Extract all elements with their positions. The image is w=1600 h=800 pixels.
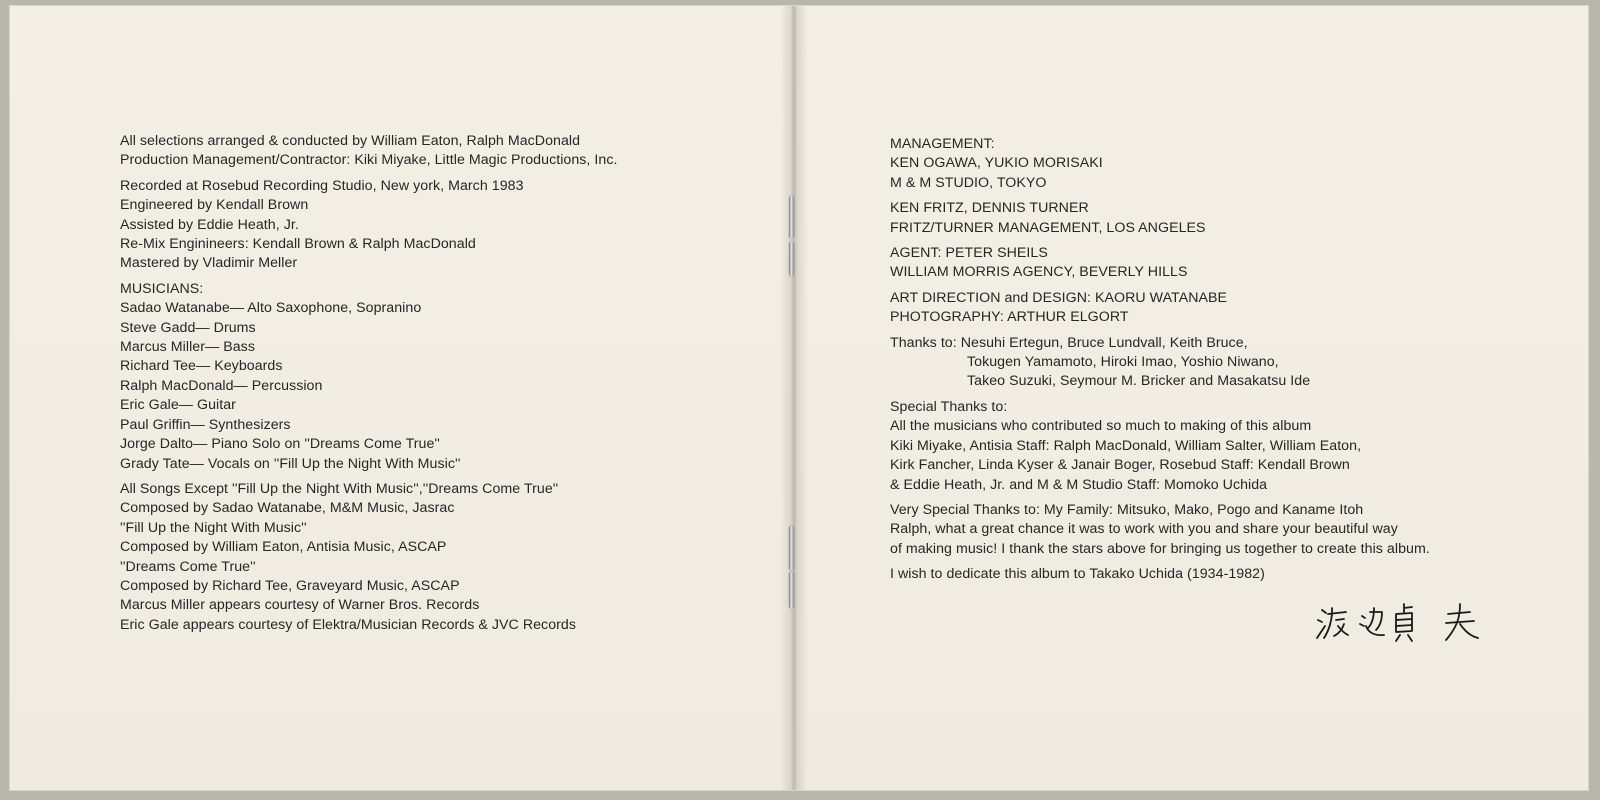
musician-line: Ralph MacDonald— Percussion — [120, 377, 323, 394]
special-thanks-line: & Eddie Heath, Jr. and M & M Studio Staff: Momoko Uchida — [890, 476, 1268, 493]
credit-line: Engineered by Kendall Brown — [120, 197, 309, 214]
dedication-line: I wish to dedicate this album to Takako Uchida (1934-1982) — [890, 566, 1265, 583]
credit-line: All selections arranged & conducted by William Eaton, Ralph MacDonald — [120, 133, 581, 149]
musician-line: Jorge Dalto— Piano Solo on ''Dreams Come True'' — [120, 436, 440, 453]
special-thanks-line: All the musicians who contributed so much to making of this album — [890, 418, 1312, 435]
credit-line: M & M STUDIO, TOKYO — [890, 174, 1047, 191]
musician-line: Marcus Miller— Bass — [120, 339, 255, 356]
credit-line: KEN FRITZ, DENNIS TURNER — [890, 200, 1089, 217]
signature-image — [1308, 598, 1498, 644]
credit-line: Recorded at Rosebud Recording Studio, New york, March 1983 — [120, 177, 524, 194]
staple-bottom — [789, 526, 794, 570]
credits-right-block — [890, 135, 1430, 585]
special-thanks-line: Kirk Fancher, Linda Kyser & Janair Boger, Rosebud Staff: Kendall Brown — [890, 457, 1350, 474]
courtesy-line: Eric Gale appears courtesy of Elektra/Musician Records & JVC Records — [120, 616, 576, 633]
credit-line: AGENT: PETER SHEILS — [890, 245, 1048, 262]
staple-bottom-lower — [789, 572, 794, 608]
credit-line: Production Management/Contractor: Kiki Miyake, Little Magic Productions, Inc. — [120, 152, 618, 169]
credit-line: WILLIAM MORRIS AGENCY, BEVERLY HILLS — [890, 264, 1188, 281]
staple-top — [789, 196, 794, 238]
credit-line: KEN OGAWA, YUKIO MORISAKI — [890, 155, 1103, 172]
booklet-spread — [10, 6, 1588, 790]
credit-line: ART DIRECTION and DESIGN: KAORU WATANABE — [890, 289, 1228, 306]
thanks-line: Takeo Suzuki, Seymour M. Bricker and Masakatsu Ide — [967, 373, 1311, 390]
special-thanks-line: Kiki Miyake, Antisia Staff: Ralph MacDonald, William Salter, William Eaton, — [890, 437, 1362, 454]
credit-line: FRITZ/TURNER MANAGEMENT, LOS ANGELES — [890, 219, 1206, 236]
musician-line: Grady Tate— Vocals on ''Fill Up the Night With Music'' — [120, 455, 461, 472]
composition-line: Composed by Richard Tee, Graveyard Music, ASCAP — [120, 577, 460, 594]
courtesy-line: Marcus Miller appears courtesy of Warner Bros. Records — [120, 597, 480, 614]
composition-line: Composed by William Eaton, Antisia Music, ASCAP — [120, 539, 447, 556]
management-heading: MANAGEMENT: — [890, 136, 995, 152]
credit-line: Mastered by Vladimir Meller — [120, 255, 298, 272]
booklet-gutter — [780, 6, 808, 790]
very-special-thanks-line: Ralph, what a great chance it was to work with you and share your beautiful way — [890, 521, 1398, 538]
very-special-thanks-line: Very Special Thanks to: My Family: Mitsuko, Mako, Pogo and Kaname Itoh — [890, 501, 1364, 518]
musician-line: Sadao Watanabe— Alto Saxophone, Sopranino — [120, 300, 422, 317]
staple-top-lower — [789, 242, 794, 276]
composition-line: Composed by Sadao Watanabe, M&M Music, Jasrac — [120, 500, 455, 517]
musician-line: Richard Tee— Keyboards — [120, 358, 283, 375]
composition-line: All Songs Except ''Fill Up the Night With Music'',''Dreams Come True'' — [120, 480, 559, 497]
special-thanks-heading: Special Thanks to: — [890, 398, 1008, 415]
musician-line: Paul Griffin— Synthesizers — [120, 416, 291, 433]
composition-line: ''Fill Up the Night With Music'' — [120, 519, 307, 536]
credit-line: Assisted by Eddie Heath, Jr. — [120, 216, 299, 233]
credits-left-block — [120, 132, 617, 635]
composition-line: ''Dreams Come True'' — [120, 558, 256, 575]
thanks-line: Tokugen Yamamoto, Hiroki Imao, Yoshio Niwano, — [967, 354, 1279, 371]
musician-line: Steve Gadd— Drums — [120, 319, 256, 336]
thanks-line: Thanks to: Nesuhi Ertegun, Bruce Lundvall, Keith Bruce, — [890, 334, 1248, 351]
credit-line: Re-Mix Enginineers: Kendall Brown & Ralph MacDonald — [120, 236, 476, 253]
musician-line: Eric Gale— Guitar — [120, 397, 236, 414]
musicians-heading: MUSICIANS: — [120, 280, 204, 297]
very-special-thanks-line: of making music! I thank the stars above for bringing us together to create this album. — [890, 540, 1430, 557]
credit-line: PHOTOGRAPHY: ARTHUR ELGORT — [890, 309, 1129, 326]
